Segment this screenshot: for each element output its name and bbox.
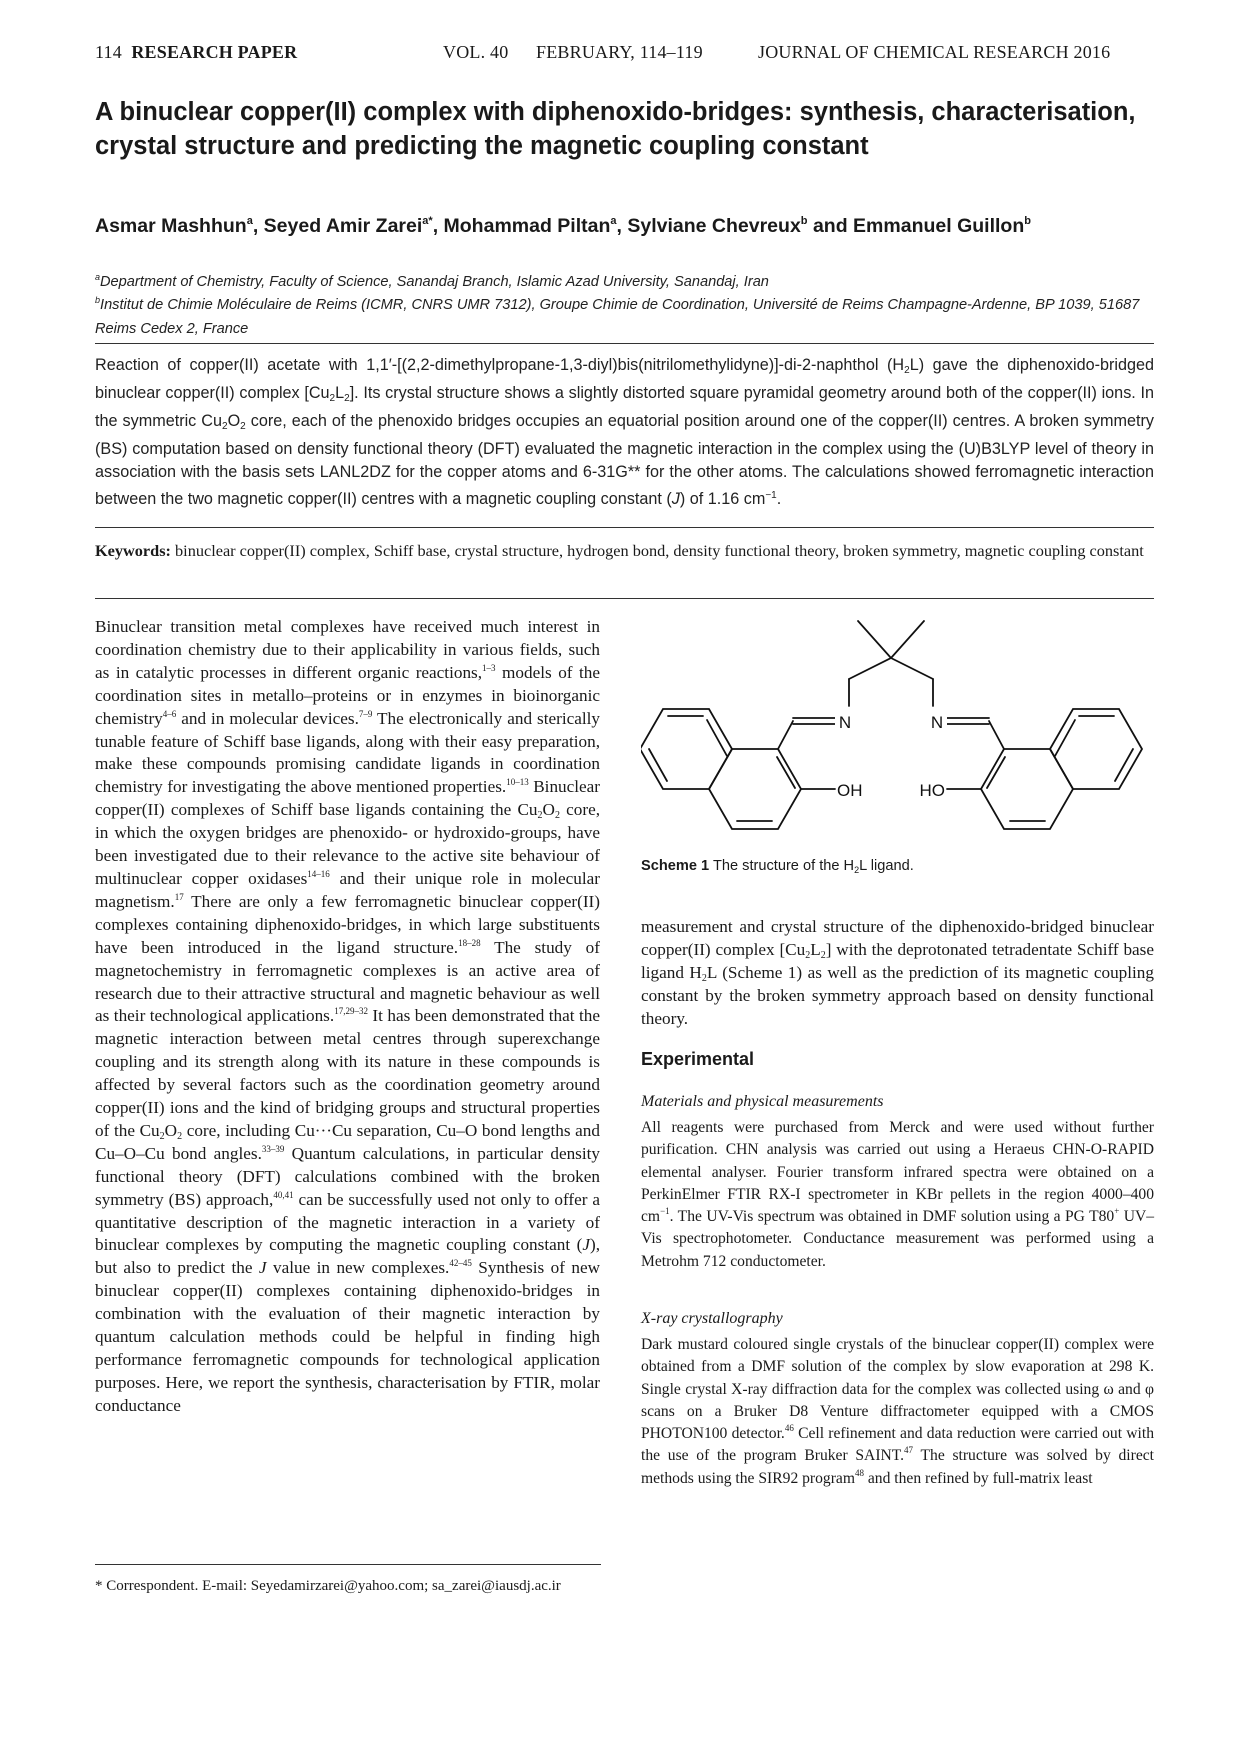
article-title: A binuclear copper(II) complex with diphenoxido-bridges: synthesis, characterisation, crystal structure and predicting the magnetic coupling constant (95, 98, 1136, 160)
author-affiliation-mark: b (1024, 215, 1031, 227)
divider (95, 527, 1154, 528)
author: Sylviane Chevreux (627, 215, 801, 237)
correspondence-footnote: * Correspondent. E-mail: Seyedamirzarei@yahoo.com; sa_zarei@iausdj.ac.ir (95, 1578, 561, 1594)
author: Emmanuel Guillon (853, 215, 1025, 237)
keywords-label: Keywords: (95, 541, 171, 560)
author-affiliation-mark: b (800, 215, 808, 227)
author-affiliation-mark: a (610, 215, 617, 227)
scheme-caption: Scheme 1 The structure of the $H_2L$ ligand. (641, 858, 914, 875)
body-left-column: Binuclear transition metal complexes have received much interest in coordination chemistry due to their applicability in various fields, such as in catalytic processes in different organic reactions,$^{1-3}$ models of the coordination sites in metallo–proteins or in enzymes in bioinorganic chemistry$^{4-6}$ and in molecular devices.$^{7-9}$ The electronically and sterically tunable feature of Schiff base ligands, along with their easy preparation, make these compounds promising candidate ligands in coordination chemistry for investigating the above mentioned properties.$^{10-13}$ Binuclear copper(II) complexes of Schiff base ligands containing the $Cu_2O_2$ core, in which the oxygen bridges are phenoxido- or hydroxido-groups, have been investigated due to their relevance to the active site behaviour of multinuclear copper oxidases$^{14-16}$ and their unique role in molecular magnetism.$^{17}$ There are only a few ferromagnetic binuclear copper(II) complexes containing diphenoxido-bridges, in which large substituents have been introduced in the ligand structure.$^{18-28}$ The study of magnetochemistry in ferromagnetic complexes is an active area of research due to their attractive structural and magnetic behaviour as well as their technological applications.$^{17,29-32}$ It has been demonstrated that the magnetic interaction between metal centres through superexchange coupling and its strength along with its nature in these compounds is affected by several factors such as the coordination geometry around copper(II) ions and the kind of bridging groups and structural properties of the $Cu_2O_2$ core, including Cu···Cu separation, Cu–O bond lengths and Cu–O–Cu bond angles.$^{33-39}$ Quantum calculations, in particular density functional theory (DFT) calculations combined with the broken symmetry (BS) approach,$^{40,41}$ can be successfully used not only to offer a quantitative description of the magnetic interaction in a variety of binuclear complexes by computing the magnetic coupling constant (J), but also to predict the J value in new complexes.$^{42-45}$ Synthesis of new binuclear copper(II) complexes containing diphenoxido-bridges in combination with the evaluation of their magnetic interaction by quantum calculation methods could be helpful in finding high performance ferromagnetic compounds for technological application purposes. Here, we report the synthesis, characterisation by FTIR, molar conductance (95, 617, 601, 1415)
footnote-divider (95, 1564, 601, 1565)
xray-paragraph: Dark mustard coloured single crystals of the binuclear copper(II) complex were obtained from a DMF solution of the complex by slow evaporation at 298 K. Single crystal X-ray diffraction data for the complex was collected using ω and φ scans on a Bruker D8 Venture diffractometer equipped with a CMOS PHOTON100 detector.$^{46}$ Cell refinement and data reduction were carried out with the use of the program Bruker SAINT.$^{47}$ The structure was solved by direct methods using the SIR92 program$^{48}$ and then refined by full-matrix least (641, 1336, 1154, 1487)
affiliation: $^b$Institut de Chimie Moléculaire de Reims (ICMR, CNRS UMR 7312), Groupe Chimie de Coordination, Université de Reims Champagne-Ardenne, BP 1039, 51687 Reims Cedex 2, France (95, 295, 1140, 337)
nitrogen-label: N (930, 713, 944, 732)
divider (95, 598, 1154, 599)
subsection-heading: X-ray crystallography (641, 1310, 783, 1327)
divider (95, 343, 1154, 344)
body-right-column-intro: measurement and crystal structure of the diphenoxido-bridged binuclear copper(II) complex $[Cu_2L_2]$ with the deprotonated tetradentate Schiff base ligand $H_2L$ (Scheme 1) as well as the prediction of its magnetic coupling constant by the broken symmetry approach based on density functional theory. (641, 917, 1155, 1028)
author-list: Asmar Mashhun$^a$, Seyed Amir Zarei$^{a*}$, Mohammad Piltan$^a$, Sylviane Chevreux$^b$ and Emmanuel Guillon$^b$ (95, 215, 1031, 237)
subsection-heading: Materials and physical measurements (641, 1093, 884, 1110)
section-label: RESEARCH PAPER (131, 42, 298, 62)
author-affiliation-mark: a (246, 215, 253, 227)
hydroxyl-label: OH (837, 781, 863, 800)
affiliation: $^a$Department of Chemistry, Faculty of Science, Sanandaj Branch, Islamic Azad University, Sanandaj, Iran (95, 272, 769, 290)
section-heading: Experimental (641, 1049, 755, 1069)
abstract: Reaction of copper(II) acetate with 1,1′-[(2,2-dimethylpropane-1,3-diyl)bis(nitrilomethylidyne)]-di-2-naphthol $(H_2L)$ gave the diphenoxido-bridged binuclear copper(II) complex $[Cu_2L_2]$. Its crystal structure shows a slightly distorted square pyramidal geometry around both of the copper(II) ions. In the symmetric $Cu_2O_2$ core, each of the phenoxido bridges occupies an equatorial position around one of the copper(II) centres. A broken symmetry (BS) computation based on density functional theory (DFT) evaluated the magnetic interaction in the complex using the (U)B3LYP level of theory in association with the basis sets LANL2DZ for the copper atoms and 6-31G** for the other atoms. The calculations showed ferromagnetic interaction between the two magnetic copper(II) centres with a magnetic coupling constant (J) of 1.16 $cm^{-1}$. (95, 356, 1154, 508)
author: Asmar Mashhun (95, 215, 247, 237)
page-number: 114 (95, 42, 122, 62)
issue: FEBRUARY, 114–119 (536, 42, 703, 62)
scheme-1-structure (641, 606, 1154, 846)
nitrogen-label: N (838, 713, 852, 732)
author: Seyed Amir Zarei (263, 215, 423, 237)
volume: VOL. 40 (443, 42, 509, 62)
author-affiliation-mark: a* (422, 215, 433, 227)
materials-paragraph: All reagents were purchased from Merck and were used without further purification. CHN analysis was carried out using a Heraeus CHN-O-RAPID elemental analyser. Fourier transform infrared spectra were obtained on a PerkinElmer FTIR RX-I spectrometer in KBr pellets in the region 4000–400 $cm^{-1}$. The UV-Vis spectrum was obtained in DMF solution using a PG T80+ UV–Vis spectrophotometer. Conductance measurement was performed using a Metrohm 712 conductometer. (641, 1119, 1155, 1270)
author: Mohammad Piltan (443, 215, 611, 237)
hydroxyl-label: HO (919, 781, 945, 800)
running-header-left (95, 42, 297, 63)
keywords: Keywords: binuclear copper(II) complex, Schiff base, crystal structure, hydrogen bond, density functional theory, broken symmetry, magnetic coupling constant (95, 541, 1144, 560)
journal-name: JOURNAL OF CHEMICAL RESEARCH 2016 (758, 42, 1111, 62)
